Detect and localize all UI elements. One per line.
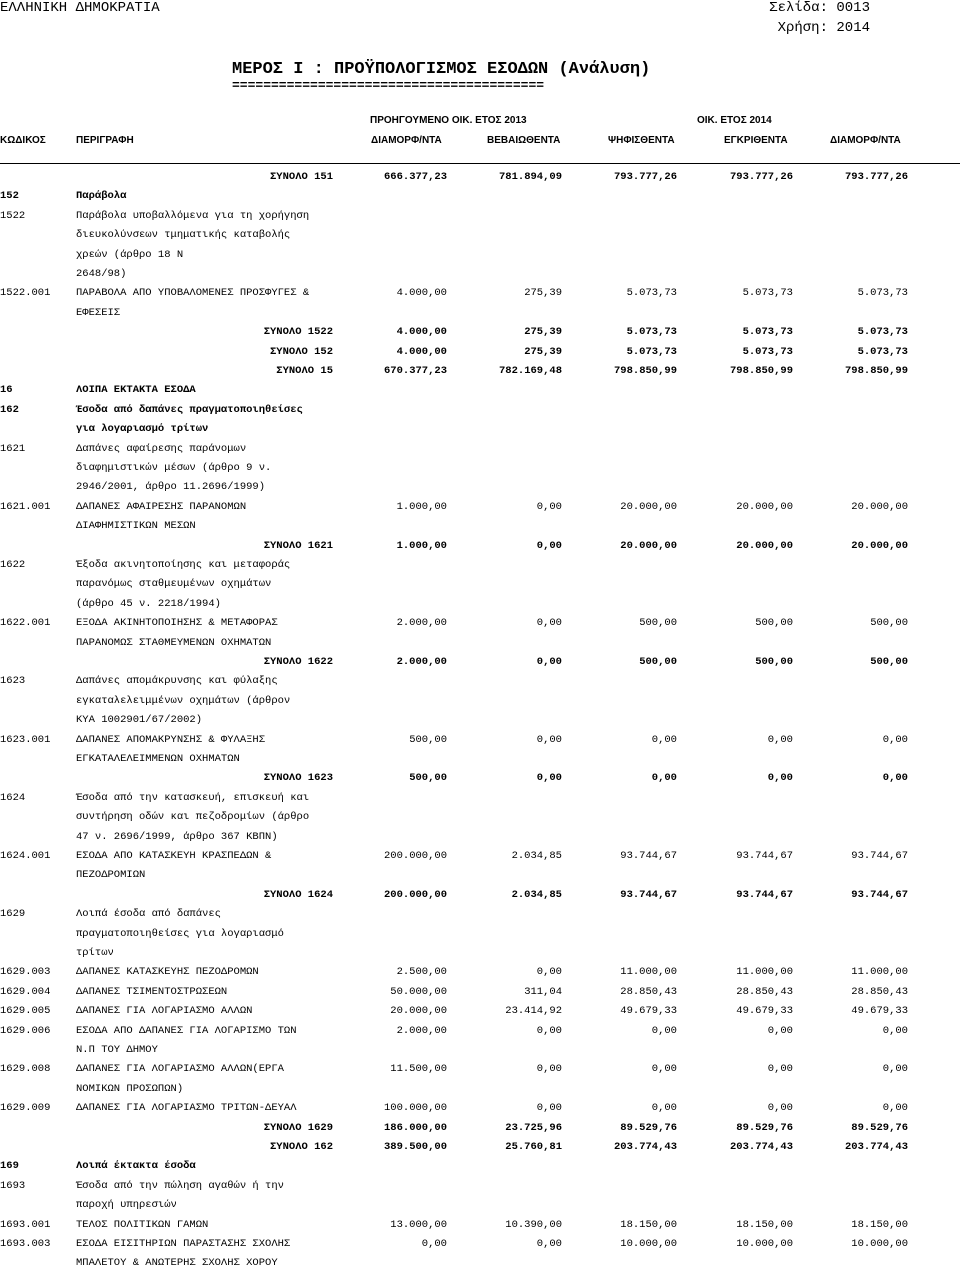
item-value: 49.679,33 <box>851 1005 908 1018</box>
subtotal-label: ΣΥΝΟΛΟ 1622 <box>263 656 333 668</box>
subtotal-value: 89.529,76 <box>620 1121 677 1134</box>
item-value: 0,00 <box>651 1024 677 1037</box>
item-description: ΠΕΖΟΔΡΟΜΙΩΝ <box>76 869 146 882</box>
item-description: ΕΞΟΔΑ ΑΚΙΝΗΤΟΠΟΙΗΣΗΣ & ΜΕΤΑΦΟΡΑΣ <box>76 617 278 630</box>
subtotal-value: 93.744,67 <box>620 888 677 901</box>
subtotal-label: ΣΥΝΟΛΟ 15 <box>276 365 333 377</box>
item-value: 0,00 <box>651 1102 677 1115</box>
section-title: Παράβολα <box>76 190 127 203</box>
item-value: 0,00 <box>536 500 562 513</box>
subtotal-value: 186.000,00 <box>383 1121 447 1134</box>
item-value: 2.000,00 <box>396 617 447 630</box>
column-header-code: ΚΩΔΙΚΟΣ <box>0 135 46 146</box>
item-code: 1629.005 <box>0 1005 51 1018</box>
state-name: ΕΛΛΗΝΙΚΗ ΔΗΜΟΚΡΑΤΙΑ <box>0 0 160 16</box>
item-value: 20.000,00 <box>390 1005 447 1018</box>
item-value: 0,00 <box>536 1238 562 1250</box>
subtotal-value: 5.073,73 <box>857 326 908 339</box>
subtotal-value: 798.850,99 <box>844 365 908 377</box>
item-description: ΕΓΚΑΤΑΛΕΛΕΙΜΜΕΝΩΝ ΟΧΗΜΑΤΩΝ <box>76 753 240 765</box>
section-code: 152 <box>0 190 19 203</box>
item-value: 20.000,00 <box>620 500 677 513</box>
category-code: 1522 <box>0 209 26 222</box>
subtotal-value: 0,00 <box>767 772 793 785</box>
item-code: 1624.001 <box>0 850 51 862</box>
category-code: 1621 <box>0 442 26 455</box>
item-value: 0,00 <box>767 1063 793 1076</box>
subtotal-label: ΣΥΝΟΛΟ 1621 <box>263 539 333 552</box>
item-description: ΠΑΡΑΝΟΜΩΣ ΣΤΑΘΜΕΥΜΕΝΩΝ ΟΧΗΜΑΤΩΝ <box>76 636 272 649</box>
subtotal-value: 4.000,00 <box>396 345 447 358</box>
item-value: 0,00 <box>767 1024 793 1037</box>
item-value: 5.073,73 <box>626 287 677 300</box>
subtotal-value: 203.774,43 <box>844 1141 908 1153</box>
subtotal-value: 793.777,26 <box>729 171 793 183</box>
subtotal-label: ΣΥΝΟΛΟ 1522 <box>263 326 333 339</box>
item-value: 500,00 <box>639 617 677 630</box>
category-description: τρίτων <box>76 947 114 959</box>
item-value: 0,00 <box>767 1102 793 1115</box>
subtotal-value: 275,39 <box>524 326 562 339</box>
category-code: 1623 <box>0 675 26 688</box>
item-value: 0,00 <box>536 733 562 746</box>
subtotal-value: 5.073,73 <box>742 345 793 358</box>
title-underline: ======================================== <box>232 78 545 93</box>
item-value: 0,00 <box>767 733 793 746</box>
section-title: Λοιπά έκτακτα έσοδα <box>76 1160 196 1173</box>
category-description: Έσοδα από την πώληση αγαθών ή την <box>76 1179 284 1192</box>
item-code: 1693.003 <box>0 1238 51 1250</box>
header-divider <box>0 163 960 164</box>
column-header-curr-amended: ΔΙΑΜΟΡΦ/ΝΤΑ <box>830 135 901 146</box>
subtotal-value: 798.850,99 <box>613 365 677 377</box>
subtotal-value: 782.169,48 <box>498 365 562 377</box>
category-description: 2648/98) <box>76 268 127 280</box>
section-code: 162 <box>0 403 19 416</box>
page-number: Σελίδα: 0013 <box>769 0 870 16</box>
subtotal-value: 89.529,76 <box>736 1121 793 1134</box>
category-description: 47 ν. 2696/1999, άρθρο 367 ΚΒΠΝ) <box>76 830 278 843</box>
item-value: 11.500,00 <box>390 1063 447 1076</box>
item-value: 0,00 <box>421 1238 447 1250</box>
subtotal-value: 5.073,73 <box>742 326 793 339</box>
subtotal-value: 93.744,67 <box>851 888 908 901</box>
item-value: 2.000,00 <box>396 1024 447 1037</box>
item-description: ΤΕΛΟΣ ΠΟΛΙΤΙΚΩΝ ΓΑΜΩΝ <box>76 1218 209 1231</box>
item-description: ΔΙΑΦΗΜΙΣΤΙΚΩΝ ΜΕΣΩΝ <box>76 520 196 533</box>
item-value: 5.073,73 <box>857 287 908 300</box>
item-value: 10.000,00 <box>736 1238 793 1250</box>
item-code: 1629.006 <box>0 1024 51 1037</box>
category-code: 1693 <box>0 1179 26 1192</box>
subtotal-value: 20.000,00 <box>620 539 677 552</box>
item-value: 4.000,00 <box>396 287 447 300</box>
section-title: Έσοδα από δαπάνες πραγματοποιηθείσες <box>76 403 303 416</box>
item-code: 1629.003 <box>0 966 51 979</box>
subtotal-value: 389.500,00 <box>383 1141 447 1153</box>
category-description: Δαπάνες αφαίρεσης παράνομων <box>76 442 247 455</box>
category-description: εγκαταλελειμμένων οχημάτων (άρθρον <box>76 694 291 707</box>
item-value: 2.500,00 <box>396 966 447 979</box>
item-description: ΕΣΟΔΑ ΑΠΟ ΔΑΠΑΝΕΣ ΓΙΑ ΛΟΓΑΡΙΣΜΟ ΤΩΝ <box>76 1024 297 1037</box>
subtotal-value: 203.774,43 <box>613 1141 677 1153</box>
item-value: 0,00 <box>536 966 562 979</box>
item-value: 0,00 <box>536 1102 562 1115</box>
item-value: 1.000,00 <box>396 500 447 513</box>
subtotal-value: 793.777,26 <box>844 171 908 183</box>
item-description: ΔΑΠΑΝΕΣ ΤΣΙΜΕΝΤΟΣΤΡΩΣΕΩΝ <box>76 985 228 998</box>
category-description: Δαπάνες απομάκρυνσης και φύλαξης <box>76 675 278 688</box>
subtotal-value: 500,00 <box>639 656 677 668</box>
subtotal-value: 500,00 <box>755 656 793 668</box>
column-header-approved: ΕΓΚΡΙΘΕΝΤΑ <box>724 135 788 146</box>
subtotal-value: 1.000,00 <box>396 539 447 552</box>
item-code: 1629.004 <box>0 985 51 998</box>
subtotal-value: 2.034,85 <box>511 888 562 901</box>
item-value: 11.000,00 <box>736 966 793 979</box>
subtotal-value: 5.073,73 <box>626 326 677 339</box>
item-value: 18.150,00 <box>620 1218 677 1231</box>
category-description: Παράβολα υποβαλλόμενα για τη χορήγηση <box>76 209 310 222</box>
section-title: ΛΟΙΠΑ ΕΚΤΑΚΤΑ ΕΣΟΔΑ <box>76 384 196 397</box>
column-group-current-year: ΟΙΚ. ΕΤΟΣ 2014 <box>697 115 772 126</box>
item-value: 0,00 <box>536 1024 562 1037</box>
category-description: παροχή υπηρεσιών <box>76 1199 177 1212</box>
item-code: 1522.001 <box>0 287 51 300</box>
column-header-description: ΠΕΡΙΓΡΑΦΗ <box>76 135 134 146</box>
subtotal-value: 0,00 <box>536 656 562 668</box>
subtotal-value: 0,00 <box>651 772 677 785</box>
item-value: 2.034,85 <box>511 850 562 862</box>
item-value: 49.679,33 <box>620 1005 677 1018</box>
category-description: συντήρηση οδών και πεζοδρομίων (άρθρο <box>76 811 310 824</box>
item-value: 500,00 <box>870 617 908 630</box>
subtotal-label: ΣΥΝΟΛΟ 151 <box>269 171 333 183</box>
category-description: (άρθρο 45 ν. 2218/1994) <box>76 597 221 610</box>
subtotal-value: 0,00 <box>536 539 562 552</box>
column-header-prev-amended: ΔΙΑΜΟΡΦ/ΝΤΑ <box>371 135 442 146</box>
category-code: 1624 <box>0 791 26 804</box>
subtotal-value: 93.744,67 <box>736 888 793 901</box>
item-value: 49.679,33 <box>736 1005 793 1018</box>
section-title: για λογαριασμό τρίτων <box>76 423 209 436</box>
item-code: 1623.001 <box>0 733 51 746</box>
item-description: ΕΣΟΔΑ ΕΙΣΙΤΗΡΙΩΝ ΠΑΡΑΣΤΑΣΗΣ ΣΧΟΛΗΣ <box>76 1238 291 1250</box>
subtotal-value: 5.073,73 <box>857 345 908 358</box>
category-description: διευκολύνσεων τμηματικής καταβολής <box>76 229 291 242</box>
category-description: χρεών (άρθρο 18 Ν <box>76 248 184 261</box>
subtotal-value: 89.529,76 <box>851 1121 908 1134</box>
section-code: 169 <box>0 1160 19 1173</box>
subtotal-label: ΣΥΝΟΛΟ 1624 <box>263 888 333 901</box>
item-value: 10.390,00 <box>505 1218 562 1231</box>
item-value: 18.150,00 <box>851 1218 908 1231</box>
item-description: Ν.Π ΤΟΥ ΔΗΜΟΥ <box>76 1044 158 1056</box>
item-value: 11.000,00 <box>620 966 677 979</box>
section-code: 16 <box>0 384 13 397</box>
item-value: 200.000,00 <box>383 850 447 862</box>
item-description: ΜΠΑΛΕΤΟΥ & ΑΝΩΤΕΡΗΣ ΣΧΟΛΗΣ ΧΟΡΟΥ <box>76 1257 278 1270</box>
column-header-prev-certified: ΒΕΒΑΙΩΘΕΝΤΑ <box>487 135 561 146</box>
subtotal-label: ΣΥΝΟΛΟ 1623 <box>263 772 333 785</box>
subtotal-value: 0,00 <box>536 772 562 785</box>
item-code: 1629.008 <box>0 1063 51 1076</box>
item-value: 0,00 <box>536 617 562 630</box>
item-value: 0,00 <box>651 1063 677 1076</box>
item-value: 500,00 <box>409 733 447 746</box>
item-value: 0,00 <box>882 1024 908 1037</box>
subtotal-value: 670.377,23 <box>383 365 447 377</box>
subtotal-label: ΣΥΝΟΛΟ 162 <box>269 1141 333 1153</box>
page-title: ΜΕΡΟΣ Ι : ΠΡΟΫΠΟΛΟΓΙΣΜΟΣ ΕΣΟΔΩΝ (Ανάλυση) <box>232 60 651 79</box>
subtotal-value: 798.850,99 <box>729 365 793 377</box>
category-description: Λοιπά έσοδα από δαπάνες <box>76 908 221 921</box>
item-value: 20.000,00 <box>851 500 908 513</box>
item-code: 1621.001 <box>0 500 51 513</box>
subtotal-label: ΣΥΝΟΛΟ 152 <box>269 345 333 358</box>
item-value: 0,00 <box>536 1063 562 1076</box>
item-value: 500,00 <box>755 617 793 630</box>
fiscal-year: Χρήση: 2014 <box>777 20 870 36</box>
subtotal-value: 275,39 <box>524 345 562 358</box>
subtotal-value: 500,00 <box>409 772 447 785</box>
column-group-previous-year: ΠΡΟΗΓΟΥΜΕΝΟ ΟΙΚ. ΕΤΟΣ 2013 <box>370 115 527 126</box>
item-description: ΔΑΠΑΝΕΣ ΓΙΑ ΛΟΓΑΡΙΑΣΜΟ ΑΛΛΩΝ(ΕΡΓΑ <box>76 1063 284 1076</box>
item-code: 1693.001 <box>0 1218 51 1231</box>
item-value: 93.744,67 <box>736 850 793 862</box>
item-description: ΔΑΠΑΝΕΣ ΚΑΤΑΣΚΕΥΗΣ ΠΕΖΟΔΡΟΜΩΝ <box>76 966 259 979</box>
item-value: 10.000,00 <box>851 1238 908 1250</box>
subtotal-value: 666.377,23 <box>383 171 447 183</box>
item-value: 11.000,00 <box>851 966 908 979</box>
item-value: 28.850,43 <box>620 985 677 998</box>
item-value: 5.073,73 <box>742 287 793 300</box>
item-value: 13.000,00 <box>390 1218 447 1231</box>
item-value: 0,00 <box>882 1063 908 1076</box>
subtotal-value: 5.073,73 <box>626 345 677 358</box>
item-description: ΕΣΟΔΑ ΑΠΟ ΚΑΤΑΣΚΕΥΗ ΚΡΑΣΠΕΔΩΝ & <box>76 850 272 862</box>
category-description: διαφημιστικών μέσων (άρθρο 9 ν. <box>76 462 272 474</box>
subtotal-value: 203.774,43 <box>729 1141 793 1153</box>
category-description: Έσοδα από την κατασκευή, επισκευή και <box>76 791 310 804</box>
item-value: 275,39 <box>524 287 562 300</box>
item-value: 10.000,00 <box>620 1238 677 1250</box>
item-code: 1629.009 <box>0 1102 51 1115</box>
subtotal-value: 4.000,00 <box>396 326 447 339</box>
item-value: 311,04 <box>524 985 562 998</box>
item-description: ΝΟΜΙΚΩΝ ΠΡΟΣΩΠΩΝ) <box>76 1082 184 1095</box>
item-value: 0,00 <box>882 733 908 746</box>
item-value: 28.850,43 <box>851 985 908 998</box>
category-description: πραγματοποιηθείσες για λογαριασμό <box>76 927 284 940</box>
subtotal-label: ΣΥΝΟΛΟ 1629 <box>263 1121 333 1134</box>
subtotal-value: 200.000,00 <box>383 888 447 901</box>
item-description: ΔΑΠΑΝΕΣ ΑΦΑΙΡΕΣΗΣ ΠΑΡΑΝΟΜΩΝ <box>76 500 247 513</box>
item-description: ΔΑΠΑΝΕΣ ΓΙΑ ΛΟΓΑΡΙΑΣΜΟ ΑΛΛΩΝ <box>76 1005 253 1018</box>
category-description: παρανόμως σταθμευμένων οχημάτων <box>76 578 272 591</box>
subtotal-value: 20.000,00 <box>736 539 793 552</box>
item-description: ΔΑΠΑΝΕΣ ΑΠΟΜΑΚΡΥΝΣΗΣ & ΦΥΛΑΞΗΣ <box>76 733 266 746</box>
category-description: 2946/2001, άρθρο 11.2696/1999) <box>76 481 266 494</box>
item-value: 50.000,00 <box>390 985 447 998</box>
subtotal-value: 25.760,81 <box>505 1141 562 1153</box>
category-code: 1622 <box>0 559 26 571</box>
item-value: 93.744,67 <box>851 850 908 862</box>
subtotal-value: 20.000,00 <box>851 539 908 552</box>
category-description: ΚΥΑ 1002901/67/2002) <box>76 714 203 727</box>
item-value: 93.744,67 <box>620 850 677 862</box>
subtotal-value: 793.777,26 <box>613 171 677 183</box>
subtotal-value: 500,00 <box>870 656 908 668</box>
item-description: ΕΦΕΣΕΙΣ <box>76 306 121 319</box>
subtotal-value: 781.894,09 <box>498 171 562 183</box>
category-description: Έξοδα ακινητοποίησης και μεταφοράς <box>76 559 291 571</box>
item-description: ΠΑΡΑΒΟΛΑ ΑΠΟ ΥΠΟΒΑΛΟΜΕΝΕΣ ΠΡΟΣΦΥΓΕΣ & <box>76 287 310 300</box>
category-code: 1629 <box>0 908 26 921</box>
item-description: ΔΑΠΑΝΕΣ ΓΙΑ ΛΟΓΑΡΙΑΣΜΟ ΤΡΙΤΩΝ-ΔΕΥΑΛ <box>76 1102 297 1115</box>
item-value: 20.000,00 <box>736 500 793 513</box>
column-header-voted: ΨΗΦΙΣΘΕΝΤΑ <box>608 135 675 146</box>
item-value: 100.000,00 <box>383 1102 447 1115</box>
item-value: 0,00 <box>651 733 677 746</box>
item-value: 23.414,92 <box>505 1005 562 1018</box>
item-value: 0,00 <box>882 1102 908 1115</box>
subtotal-value: 23.725,96 <box>505 1121 562 1134</box>
subtotal-value: 0,00 <box>882 772 908 785</box>
item-value: 18.150,00 <box>736 1218 793 1231</box>
subtotal-value: 2.000,00 <box>396 656 447 668</box>
item-value: 28.850,43 <box>736 985 793 998</box>
item-code: 1622.001 <box>0 617 51 630</box>
